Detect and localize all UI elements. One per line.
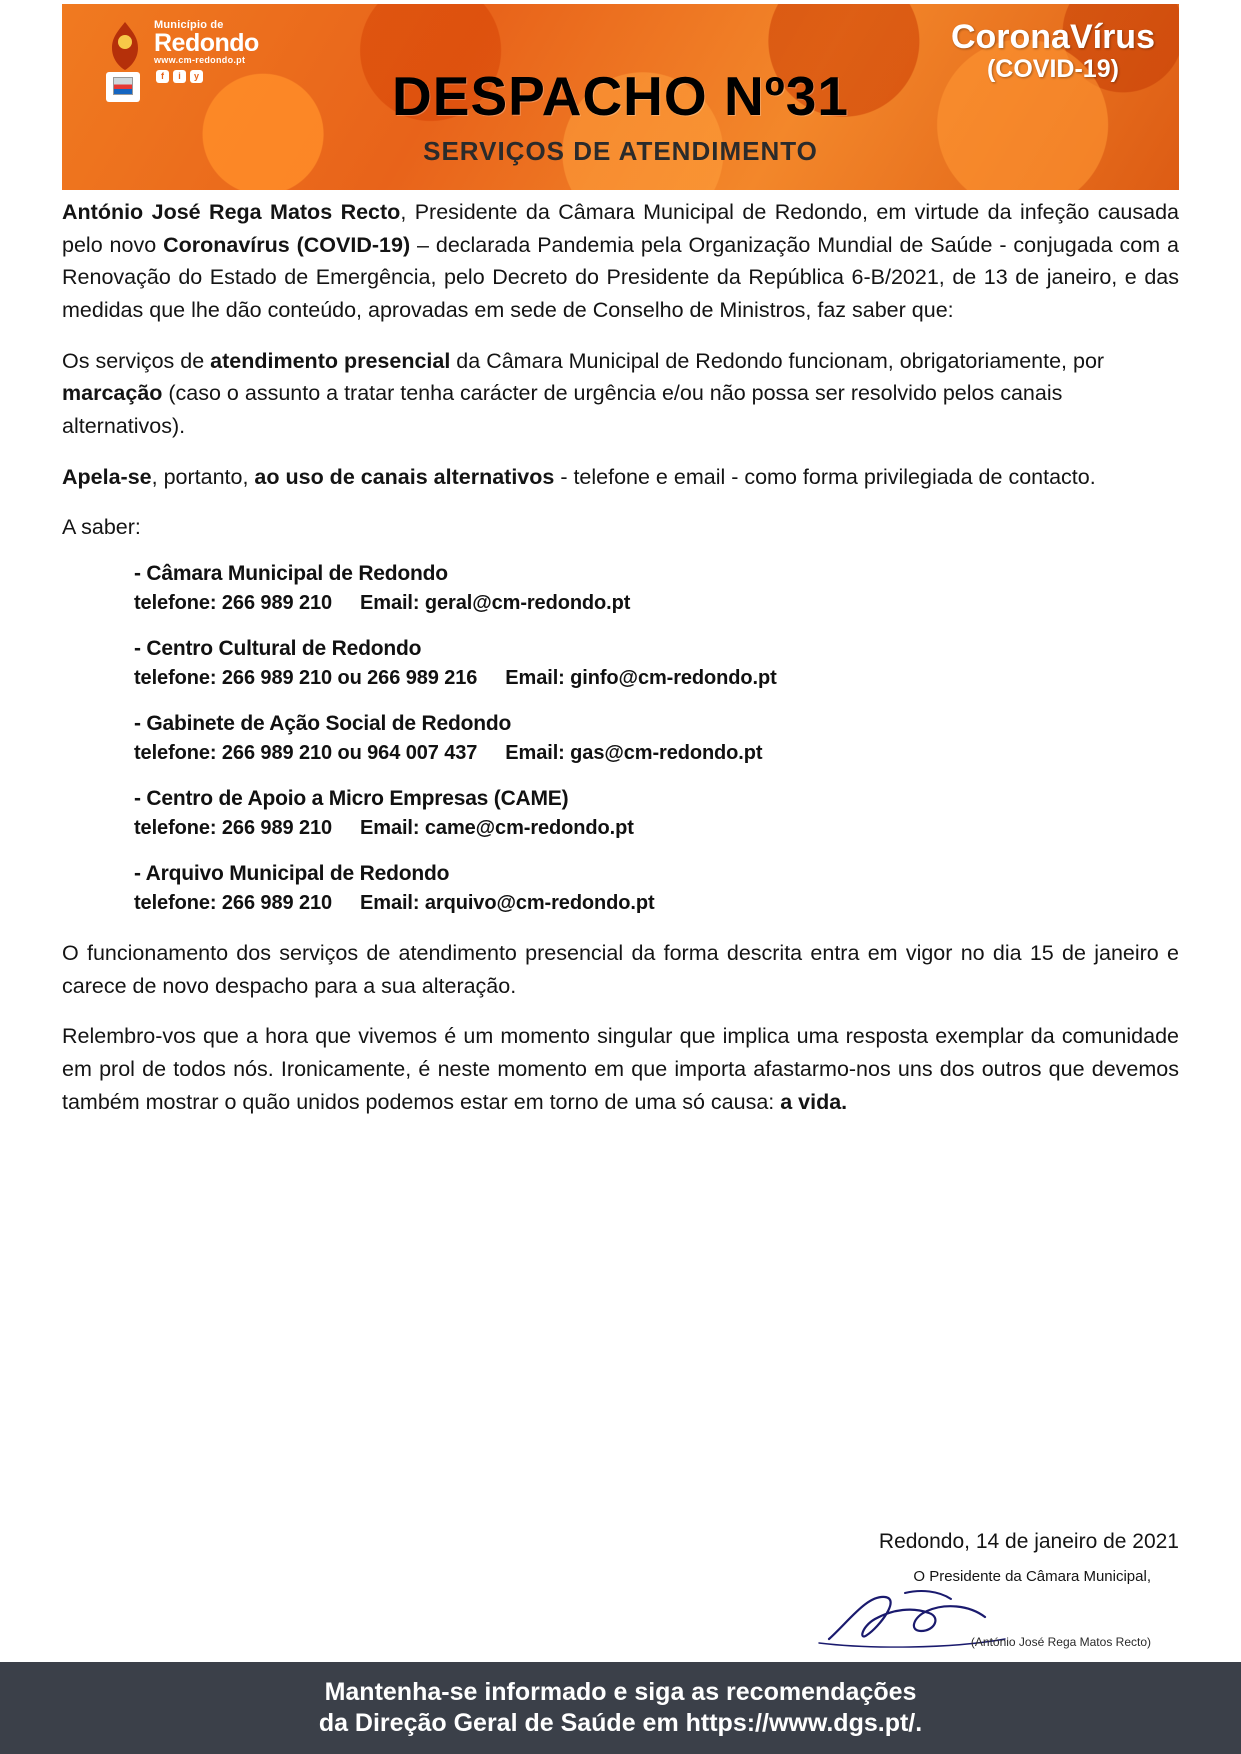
instagram-icon[interactable]: i (173, 70, 186, 83)
list-item (134, 637, 1179, 690)
contact-details (134, 667, 1179, 690)
signature-name: (António José Rega Matos Recto) (970, 1635, 1151, 1649)
footer-banner (0, 1662, 1241, 1754)
page-title: DESPACHO Nº31 (392, 65, 849, 127)
contact-email[interactable]: Email: geral@cm-redondo.pt (360, 592, 631, 615)
footer-line-1: Mantenha-se informado e siga as recomendações (324, 1677, 917, 1706)
marcacao-term: marcação (62, 381, 163, 406)
paragraph-intro (62, 196, 1179, 327)
contact-phone[interactable]: telefone: 266 989 210 ou 266 989 216 (134, 667, 478, 690)
paragraph-vigor: O funcionamento dos serviços de atendimento presencial da forma descrita entra em vigor no dia 15 de janeiro e carece de novo despacho para a sua alteração. (62, 941, 1179, 998)
contact-email[interactable]: Email: arquivo@cm-redondo.pt (360, 892, 655, 915)
contact-email[interactable]: Email: came@cm-redondo.pt (360, 817, 634, 840)
list-item (134, 562, 1179, 615)
contact-details (134, 742, 1179, 765)
paragraph-a-saber: A saber: (62, 515, 141, 540)
closing-text: Relembro-vos que a hora que vivemos é um momento singular que implica uma resposta exemplar da comunidade em prol de todos nós. Ironicamente, é neste momento em que importa afastarmo-nos uns dos outros que devemos também mostrar o quão unidos podemos estar em torno de uma só causa: (62, 1024, 1179, 1114)
contact-phone[interactable]: telefone: 266 989 210 (134, 817, 333, 840)
signature-block (62, 1530, 1179, 1649)
contact-phone[interactable]: telefone: 266 989 210 ou 964 007 437 (134, 742, 478, 765)
logo-text (154, 20, 259, 65)
youtube-icon[interactable]: y (190, 70, 203, 83)
contact-name: - Centro de Apoio a Micro Empresas (CAME) (134, 787, 569, 811)
presencial-text-2: da Câmara Municipal de Redondo funcionam, obrigatoriamente, por (450, 348, 1105, 373)
contact-name: - Gabinete de Ação Social de Redondo (134, 712, 512, 736)
paragraph-presencial (62, 345, 1179, 443)
footer-line-2: da Direção Geral de Saúde em https://www.dgs.pt/. (318, 1709, 923, 1737)
contact-phone[interactable]: telefone: 266 989 210 (134, 892, 333, 915)
canais-term: ao uso de canais alternativos (254, 464, 555, 489)
closing-emphasis: a vida. (780, 1089, 848, 1114)
corona-subtitle: (COVID-19) (986, 54, 1119, 83)
canais-text-2: - telefone e email - como forma privilegiada de contacto. (554, 464, 1096, 489)
logo-line-1: Município de (154, 19, 224, 31)
signature-role: O Presidente da Câmara Municipal, (913, 1568, 1151, 1585)
contact-name: - Centro Cultural de Redondo (134, 637, 422, 661)
facebook-icon[interactable]: f (156, 70, 169, 83)
logo-line-2: Redondo (154, 29, 259, 57)
header-banner (62, 4, 1179, 190)
contact-name: - Arquivo Municipal de Redondo (134, 862, 450, 886)
paragraph-closing (62, 1020, 1179, 1118)
document-body (62, 196, 1179, 1136)
contact-phone[interactable]: telefone: 266 989 210 (134, 592, 333, 615)
presencial-term: atendimento presencial (210, 348, 451, 373)
president-name: António José Rega Matos Recto (62, 200, 401, 224)
corona-title: CoronaVírus (950, 18, 1155, 56)
logo-line-3: www.cm-redondo.pt (154, 55, 246, 65)
list-item (134, 787, 1179, 840)
page-subtitle: SERVIÇOS DE ATENDIMENTO (423, 136, 818, 166)
contact-details (134, 592, 1179, 615)
contacts-list (62, 562, 1179, 915)
contact-details (134, 817, 1179, 840)
list-item (134, 712, 1179, 765)
presencial-text-1: Os serviços de (62, 348, 211, 373)
contact-details (134, 892, 1179, 915)
contact-email[interactable]: Email: ginfo@cm-redondo.pt (505, 667, 777, 690)
contact-name: - Câmara Municipal de Redondo (134, 562, 448, 586)
canais-text-1: , portanto, (151, 464, 255, 489)
list-item (134, 862, 1179, 915)
presencial-text-3: (caso o assunto a tratar tenha carácter de urgência e/ou não possa ser resolvido pelos canais alternativos). (62, 381, 1063, 439)
paragraph-canais (62, 461, 1179, 494)
signature-place-date: Redondo, 14 de janeiro de 2021 (878, 1530, 1179, 1553)
contact-email[interactable]: Email: gas@cm-redondo.pt (505, 742, 763, 765)
intro-text-1: , Presidente da Câmara Municipal de Redondo, em virtude da infeção causada pelo novo (62, 200, 1179, 257)
intro-text-2: – declarada Pandemia pela Organização Mundial de Saúde - conjugada com a Renovação do Estado de Emergência, pelo Decreto do Presidente da República 6-B/2021, de 13 de janeiro, e das medidas que lhe dão conteúdo, aprovadas em sede de Conselho de Ministros, faz saber que: (62, 232, 1179, 323)
covid-term: Coronavírus (COVID-19) (163, 232, 411, 257)
apela-se-term: Apela-se (62, 464, 152, 489)
